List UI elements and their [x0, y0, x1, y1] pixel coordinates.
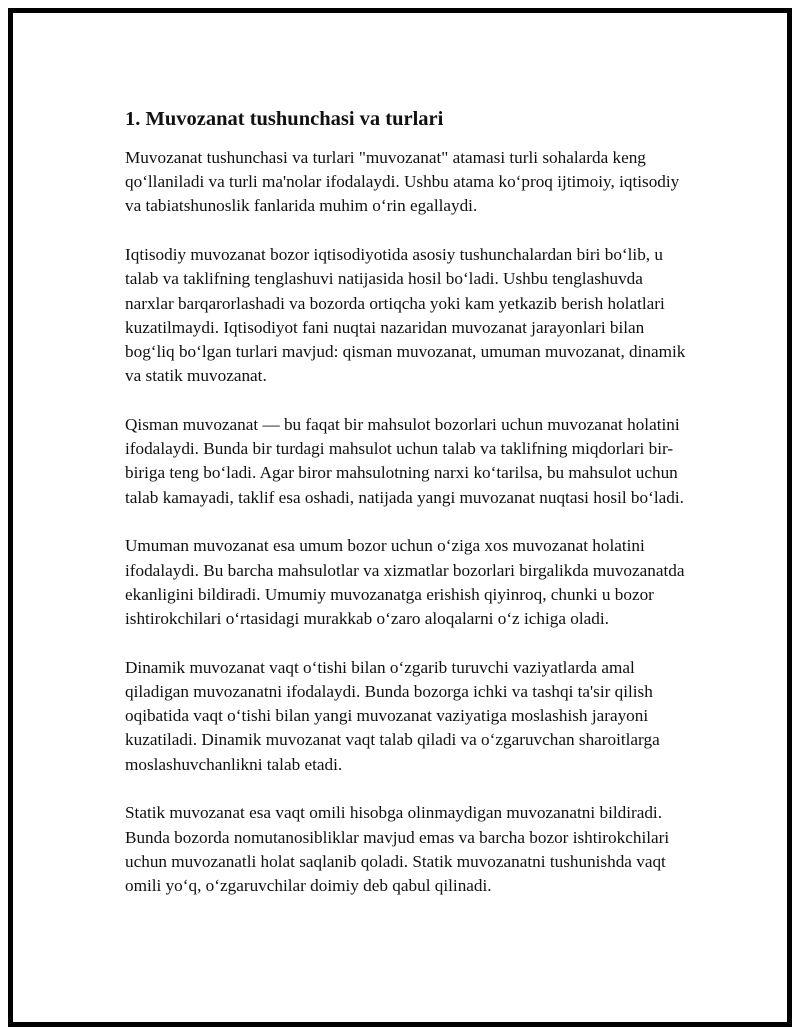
page-frame — [8, 8, 792, 1027]
section-heading: 1. Muvozanat tushunchasi va turlari — [125, 108, 444, 130]
paragraph-partial-equilibrium: Qisman muvozanat — bu faqat bir mahsulot bozorlari uchun muvozanat holatini ifodalaydi. Bunda bir turdagi mahsulot uchun talab va taklifning miqdorlari bir-biriga teng bo‘ladi. Agar biror mahsulotning narxi ko‘tarilsa, bu mahsulot uchun talab kamayadi, taklif esa oshadi, natijada yangi muvozanat nuqtasi hosil bo‘ladi. — [125, 415, 684, 507]
paragraph-intro: Muvozanat tushunchasi va turlari "muvozanat" atamasi turli sohalarda keng qo‘llaniladi va turli ma'nolar ifodalaydi. Ushbu atama ko‘proq ijtimoiy, iqtisodiy va tabiatshunoslik fanlarida muhim o‘rin egallaydi. — [125, 148, 680, 216]
paragraph-static-equilibrium: Statik muvozanat esa vaqt omili hisobga olinmaydigan muvozanatni bildiradi. Bunda bozorda nomutanosibliklar mavjud emas va barcha bozor ishtirokchilari uchun muvozanatli holat saqlanib qoladi. Statik muvozanatni tushunishda vaqt omili yo‘q, o‘zgaruvchilar doimiy deb qabul qilinadi. — [125, 803, 670, 896]
paragraph-economic-equilibrium: Iqtisodiy muvozanat bozor iqtisodiyotida asosiy tushunchalardan biri bo‘lib, u talab va taklifning tenglashuvi natijasida hosil bo‘ladi. Ushbu tenglashuvda narxlar barqarorlashadi va bozorda ortiqcha yoki kam yetkazib berish holatlari kuzatilmaydi. Iqtisodiyot fani nuqtai nazaridan muvozanat jarayonlari bilan bog‘liq bo‘lgan turlari mavjud: qisman muvozanat, umuman muvozanat, dinamik va statik muvozanat. — [125, 245, 686, 386]
paragraph-general-equilibrium: Umuman muvozanat esa umum bozor uchun o‘ziga xos muvozanat holatini ifodalaydi. Bu barcha mahsulotlar va xizmatlar bozorlari birgalikda muvozanatda ekanligini bildiradi. Umumiy muvozanatga erishish qiyinroq, chunki u bozor ishtirokchilari o‘rtasidagi murakkab o‘zaro aloqalarni o‘z ichiga oladi. — [125, 536, 685, 629]
document-body — [125, 105, 695, 923]
paragraph-dynamic-equilibrium: Dinamik muvozanat vaqt o‘tishi bilan o‘zgarib turuvchi vaziyatlarda amal qiladigan muvozanatni ifodalaydi. Bunda bozorga ichki va tashqi ta'sir qilish oqibatida vaqt o‘tishi bilan yangi muvozanat vaziyatiga moslashish jarayoni kuzatiladi. Dinamik muvozanat vaqt talab qiladi va o‘zgaruvchan sharoitlarga moslashuvchanlikni talab etadi. — [125, 657, 660, 774]
